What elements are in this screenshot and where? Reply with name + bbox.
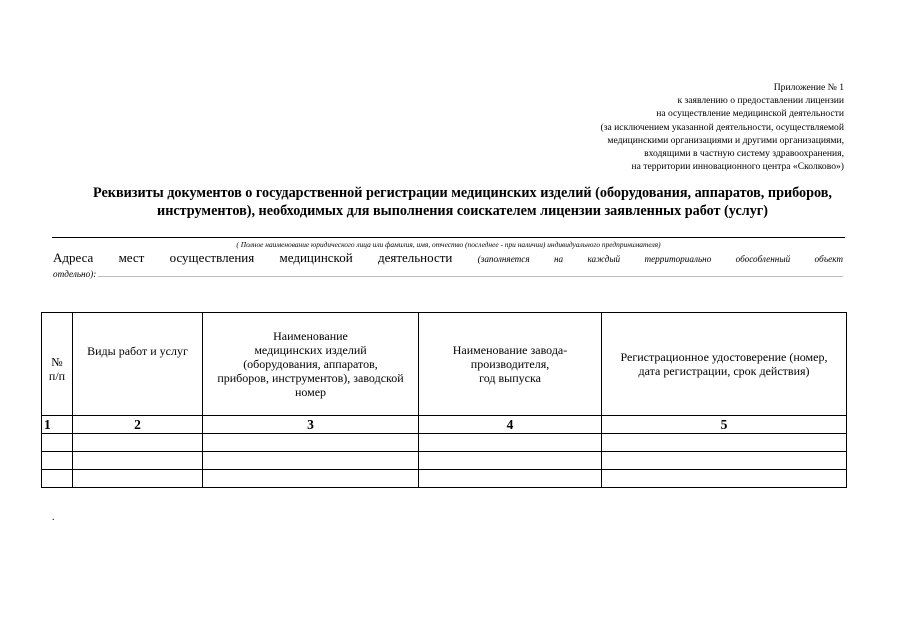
table-cell[interactable] <box>42 434 73 452</box>
appendix-line: (за исключением указанной деятельности, осуществляемой <box>600 121 844 133</box>
header-number: № п/п <box>42 313 73 416</box>
address-label: Адреса мест осуществления медицинской деятельности <box>53 250 453 265</box>
table-cell[interactable] <box>602 452 847 470</box>
table-cell[interactable] <box>203 434 419 452</box>
header-device-names: Наименование медицинских изделий (оборудования, аппаратов, приборов, инструментов), заводской номер <box>203 313 419 416</box>
column-number: 1 <box>42 416 73 434</box>
header-work-types: Виды работ и услуг <box>73 313 203 416</box>
appendix-line: на осуществление медицинской деятельности <box>656 108 844 120</box>
table-cell[interactable] <box>73 452 203 470</box>
header-manufacturer: Наименование завода- производителя, год выпуска <box>419 313 602 416</box>
header-registration: Регистрационное удостоверение (номер, дата регистрации, срок действия) <box>602 313 847 416</box>
table-cell[interactable] <box>419 434 602 452</box>
address-line-2 <box>53 265 843 279</box>
address-fill-line[interactable] <box>98 276 843 277</box>
appendix-line: входящими в частную систему здравоохранения, <box>644 148 844 160</box>
table-row <box>42 434 847 452</box>
footer-mark: . <box>52 512 55 523</box>
table-cell[interactable] <box>42 452 73 470</box>
table-row <box>42 452 847 470</box>
table-cell[interactable] <box>73 434 203 452</box>
address-field[interactable] <box>53 251 843 266</box>
appendix-line: Приложение № 1 <box>773 82 844 93</box>
table-cell[interactable] <box>419 470 602 488</box>
column-number: 3 <box>203 416 419 434</box>
document-title <box>40 184 885 220</box>
table-row <box>42 470 847 488</box>
applicant-name-line[interactable] <box>52 237 845 238</box>
table-cell[interactable] <box>203 452 419 470</box>
appendix-line: к заявлению о предоставлении лицензии <box>677 95 844 107</box>
table-cell[interactable] <box>203 470 419 488</box>
table-cell[interactable] <box>602 434 847 452</box>
table-cell[interactable] <box>419 452 602 470</box>
table-header-row <box>42 313 847 416</box>
table-cell[interactable] <box>602 470 847 488</box>
address-note: (заполняется на каждый территориально обособленный объект <box>477 254 844 264</box>
column-number: 4 <box>419 416 602 434</box>
column-number: 5 <box>602 416 847 434</box>
title-line-1: Реквизиты документов о государственной регистрации медицинских изделий (оборудования, аппаратов, приборов, <box>93 185 832 201</box>
appendix-line: на территории инновационного центра «Сколково») <box>631 161 844 173</box>
column-number-row <box>42 416 847 434</box>
column-number: 2 <box>73 416 203 434</box>
appendix-line: медицинскими организациями и другими организациями, <box>607 134 844 146</box>
devices-table <box>41 312 847 488</box>
address-note-continued: отдельно): <box>53 269 97 279</box>
table-cell[interactable] <box>42 470 73 488</box>
table-cell[interactable] <box>73 470 203 488</box>
appendix-block <box>601 81 844 173</box>
title-line-2: инструментов), необходимых для выполнения соискателем лицензии заявленных работ (услуг) <box>157 203 768 219</box>
applicant-name-note: ( Полное наименование юридического лица или фамилия, имя, отчество (последнее - при наличии) индивидуального предпринимателя) <box>236 240 661 249</box>
